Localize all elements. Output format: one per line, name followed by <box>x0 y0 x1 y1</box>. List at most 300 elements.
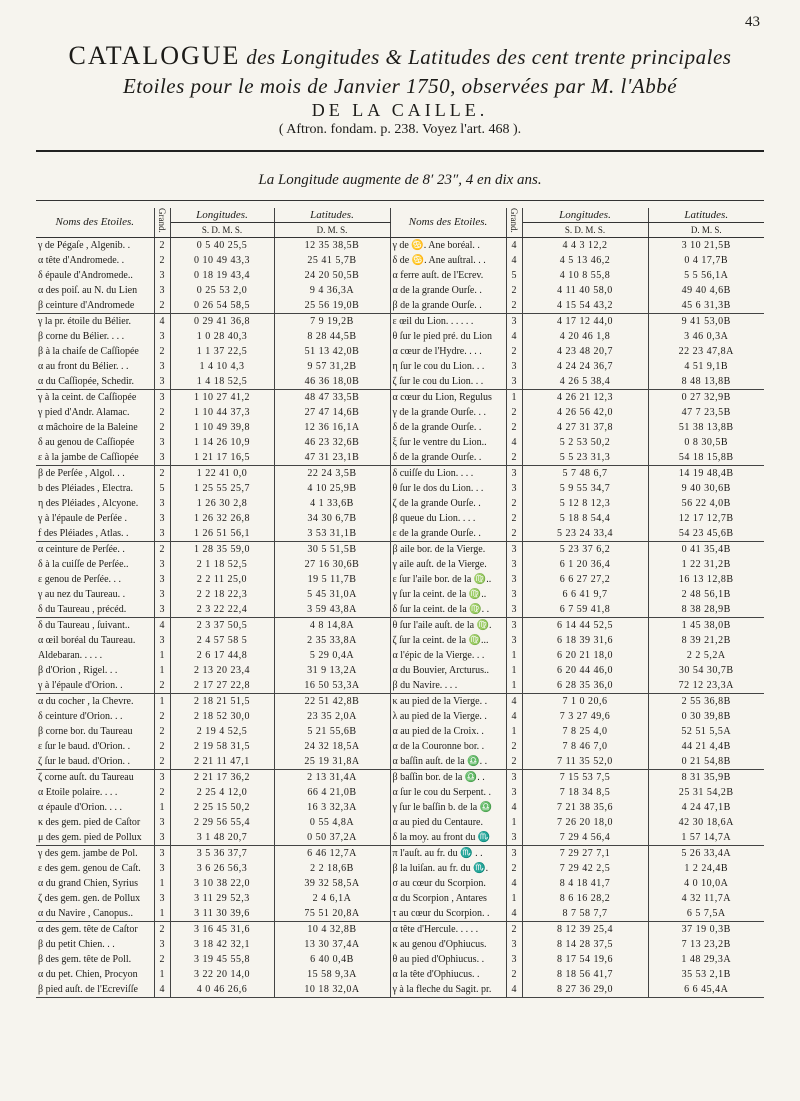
latitude-value: 0 30 39,8B <box>681 710 731 722</box>
star-name: λ au pied de la Vierge. . <box>390 709 506 724</box>
star-name: ε de la grande Ourſe. . <box>390 526 506 542</box>
longitude-header: Longitudes. <box>522 208 648 222</box>
latitude-value: 24 20 50,5B <box>274 268 390 283</box>
star-name: δ du Taureau , ſuivant.. <box>36 617 154 633</box>
latitude-value: 6 5 7,5A <box>648 906 764 922</box>
longitude-value: 4 0 46 26,6 <box>170 982 274 998</box>
star-name: ζ de la grande Ourſe. . <box>390 496 506 511</box>
magnitude: 2 <box>506 450 522 466</box>
table-row <box>36 693 764 709</box>
latitude-value: 10 4 32,8B <box>274 921 390 937</box>
star-name: α la tête d'Ophiucus. . <box>390 967 506 982</box>
latitude-value: 2 48 56,1B <box>681 588 731 600</box>
magnitude: 3 <box>506 785 522 800</box>
star-name: α au pied du Centaure. <box>390 815 506 830</box>
magnitude: 1 <box>506 389 522 405</box>
longitude-value: 1 25 55 25,7 <box>170 481 274 496</box>
star-name: α tête d'Andromede. . <box>36 253 154 268</box>
table-row <box>36 906 764 922</box>
star-name: δ ſur la ceint. de la ♍. . <box>390 602 506 618</box>
magnitude: 4 <box>506 982 522 998</box>
title-text-1: des Longitudes & Latitudes des cent trente principales <box>246 45 732 69</box>
longitude-value: 2 29 56 55,4 <box>170 815 274 830</box>
star-name: α du pet. Chien, Procyon <box>36 967 154 982</box>
star-name: ε œil du Lion. . . . . . <box>390 313 506 329</box>
title-text-2: Etoiles pour le mois de Janvier 1750, observées par M. l'Abbé <box>122 73 678 98</box>
longitude-value: 4 10 8 55,8 <box>522 268 648 283</box>
table-row <box>36 572 764 587</box>
latitude-value: 2 55 36,8B <box>681 695 731 707</box>
latitude-value: 2 2 18,6B <box>274 861 390 876</box>
longitude-value: 0 18 19 43,4 <box>170 268 274 283</box>
longitude-value: 0 29 41 36,8 <box>170 313 274 329</box>
latitude-value: 2 35 33,8A <box>274 633 390 648</box>
longitude-value: 8 14 28 37,5 <box>522 937 648 952</box>
magnitude: 2 <box>506 967 522 982</box>
longitude-value: 6 14 44 52,5 <box>522 617 648 633</box>
latitude-value: 9 41 53,0B <box>681 315 731 327</box>
table-row <box>36 374 764 390</box>
star-name: α du Navire , Canopus.. <box>36 906 154 922</box>
longitude-value: 5 18 8 54,4 <box>522 511 648 526</box>
latitude-header: Latitudes. <box>648 208 764 222</box>
longitude-value: 4 24 24 36,7 <box>522 359 648 374</box>
longitude-value: 3 19 45 55,8 <box>170 952 274 967</box>
latitude-value: 13 30 37,4A <box>274 937 390 952</box>
star-name: α épaule d'Orion. . . . <box>36 800 154 815</box>
longitude-value: 5 12 8 12,3 <box>522 496 648 511</box>
magnitude: 2 <box>506 739 522 754</box>
magnitude: 4 <box>154 313 170 329</box>
latitude-value: 2 4 6,1A <box>274 891 390 906</box>
latitude-value: 25 31 54,2B <box>678 786 734 798</box>
longitude-value: 6 7 59 41,8 <box>522 602 648 618</box>
magnitude: 2 <box>154 237 170 253</box>
latitude-value: 52 51 5,5A <box>681 725 732 737</box>
longitude-value: 7 11 35 52,0 <box>522 754 648 770</box>
divider <box>36 150 764 152</box>
subtitle: La Longitude augmente de 8′ 23″, 4 en dix ans. <box>258 172 542 188</box>
latitude-value: 3 10 21,5B <box>681 239 731 251</box>
star-name: β de Perſée , Algol. . . <box>36 465 154 481</box>
latitude-value: 22 23 47,8A <box>678 345 734 357</box>
page-title <box>40 40 760 121</box>
latitude-value: 24 32 18,5A <box>274 739 390 754</box>
latitude-value: 8 48 13,8B <box>648 374 764 390</box>
longitude-value: 4 26 56 42,0 <box>522 405 648 420</box>
magnitude: 3 <box>154 845 170 861</box>
star-name: Aldebaran. . . . . <box>36 648 154 663</box>
longitude-value: 4 26 5 38,4 <box>522 374 648 390</box>
longitude-value: 7 29 42 2,5 <box>522 861 648 876</box>
star-name: γ des gem. jambe de Pol. <box>36 845 154 861</box>
longitude-value: 5 5 23 31,3 <box>522 450 648 466</box>
star-name: γ pied d'Andr. Alamac. <box>36 405 154 420</box>
table-row <box>36 709 764 724</box>
star-name: γ de ♋. Ane boréal. . <box>390 237 506 253</box>
magnitude: 1 <box>154 906 170 922</box>
latitude-value: 75 51 20,8A <box>274 906 390 922</box>
magnitude: 3 <box>154 602 170 618</box>
star-name: α ſur le cou du Serpent. . <box>390 785 506 800</box>
table-row <box>36 815 764 830</box>
latitude-value: 3 59 43,8A <box>274 602 390 618</box>
longitude-value: 3 1 48 20,7 <box>170 830 274 846</box>
magnitude: 2 <box>154 952 170 967</box>
latitude-value: 3 53 31,1B <box>274 526 390 542</box>
longitude-value: 2 18 21 51,5 <box>170 693 274 709</box>
longitude-value: 1 22 41 0,0 <box>170 465 274 481</box>
magnitude: 2 <box>154 405 170 420</box>
star-name: π l'auſt. au fr. du ♏ . . <box>390 845 506 861</box>
longitude-value: 8 4 18 41,7 <box>522 876 648 891</box>
magnitude: 3 <box>506 587 522 602</box>
latitude-units: D. M. S. <box>274 222 390 237</box>
longitude-value: 8 6 16 28,2 <box>522 891 648 906</box>
names-header: Noms des Etoiles. <box>390 208 506 237</box>
longitude-value: 8 12 39 25,4 <box>522 921 648 937</box>
star-name: α ferre auſt. de l'Ecrev. <box>390 268 506 283</box>
star-name: τ au cœur du Scorpion. . <box>390 906 506 922</box>
latitude-value: 2 2 5,2A <box>686 649 726 661</box>
star-name: γ à la ceint. de Caſſiopée <box>36 389 154 405</box>
magnitude: 3 <box>154 557 170 572</box>
star-name: α de la grande Ourſe. . <box>390 283 506 298</box>
latitude-value: 31 9 13,2A <box>274 663 390 678</box>
magnitude: 4 <box>506 876 522 891</box>
longitude-value: 7 18 34 8,5 <box>522 785 648 800</box>
latitude-value: 15 58 9,3A <box>274 967 390 982</box>
longitude-value: 0 10 49 43,3 <box>170 253 274 268</box>
magnitude: 1 <box>154 876 170 891</box>
latitude-value: 35 53 2,1B <box>681 968 731 980</box>
star-name: δ la moy. au front du ♏ <box>390 830 506 846</box>
longitude-value: 3 11 30 39,6 <box>170 906 274 922</box>
magnitude: 1 <box>506 724 522 739</box>
magnitude: 2 <box>506 861 522 876</box>
magnitude: 3 <box>154 587 170 602</box>
table-row <box>36 283 764 298</box>
magnitude: 1 <box>506 678 522 694</box>
star-name: α des gem. tête de Caſtor <box>36 921 154 937</box>
magnitude: 3 <box>154 359 170 374</box>
magnitude: 3 <box>154 526 170 542</box>
latitude-value: 51 38 13,8B <box>678 421 734 433</box>
magnitude: 2 <box>154 678 170 694</box>
longitude-value: 6 28 35 36,0 <box>522 678 648 694</box>
magnitude: 3 <box>154 861 170 876</box>
longitude-value: 4 11 40 58,0 <box>522 283 648 298</box>
latitude-value: 12 17 12,7B <box>678 512 734 524</box>
longitude-value: 6 6 41 9,7 <box>522 587 648 602</box>
longitude-value: 1 28 35 59,0 <box>170 541 274 557</box>
star-name: α du Scorpion , Antares <box>390 891 506 906</box>
magnitude: 3 <box>506 617 522 633</box>
table-row <box>36 861 764 876</box>
magnitude: 2 <box>506 921 522 937</box>
title-line-1 <box>40 40 760 73</box>
star-name: κ des gem. pied de Caſtor <box>36 815 154 830</box>
longitude-value: 3 18 42 32,1 <box>170 937 274 952</box>
latitude-value: 6 6 45,4A <box>648 982 764 998</box>
table-row <box>36 481 764 496</box>
star-name: α œil boréal du Taureau. <box>36 633 154 648</box>
magnitude: 1 <box>506 891 522 906</box>
magnitude: 3 <box>506 359 522 374</box>
longitude-value: 7 8 25 4,0 <box>522 724 648 739</box>
table-row <box>36 724 764 739</box>
table-row <box>36 420 764 435</box>
table-row <box>36 830 764 846</box>
star-name: α des poiſ. au N. du Lien <box>36 283 154 298</box>
longitude-value: 8 17 54 19,6 <box>522 952 648 967</box>
latitude-value: 22 51 42,8B <box>274 693 390 709</box>
table-row <box>36 633 764 648</box>
latitude-value: 5 45 31,0A <box>274 587 390 602</box>
star-name: b des Pléiades , Electra. <box>36 481 154 496</box>
longitude-units: S. D. M. S. <box>522 222 648 237</box>
latitude-value: 49 40 4,6B <box>681 284 731 296</box>
magnitude: 2 <box>154 785 170 800</box>
longitude-value: 1 26 32 26,8 <box>170 511 274 526</box>
latitude-value: 4 32 11,7A <box>681 892 731 904</box>
longitude-value: 8 27 36 29,0 <box>522 982 648 998</box>
latitude-value: 5 26 33,4A <box>681 847 732 859</box>
magnitude: 2 <box>506 283 522 298</box>
longitude-value: 2 21 17 36,2 <box>170 769 274 785</box>
latitude-value: 0 50 37,2A <box>274 830 390 846</box>
latitude-value: 4 24 47,1B <box>681 801 731 813</box>
table-row <box>36 587 764 602</box>
star-name: ζ ſur le cou du Lion. . . <box>390 374 506 390</box>
star-name: α du grand Chien, Syrius <box>36 876 154 891</box>
longitude-value: 1 10 44 37,3 <box>170 405 274 420</box>
table-row <box>36 678 764 694</box>
longitude-value: 7 3 27 49,6 <box>522 709 648 724</box>
longitude-value: 1 4 18 52,5 <box>170 374 274 390</box>
latitude-value: 56 22 4,0B <box>681 497 731 509</box>
magnitude: 1 <box>154 693 170 709</box>
star-name: α du Bouvier, Arcturus.. <box>390 663 506 678</box>
magnitude: 5 <box>154 481 170 496</box>
latitude-value: 51 13 42,0B <box>274 344 390 359</box>
star-name: α du Caſſiopée, Schedir. <box>36 374 154 390</box>
magnitude: 3 <box>506 769 522 785</box>
latitude-value: 54 23 45,6B <box>648 526 764 542</box>
title-line-3: DE LA CAILLE. <box>311 99 489 120</box>
table-row <box>36 450 764 466</box>
latitude-value: 4 8 14,8A <box>274 617 390 633</box>
longitude-value: 1 21 17 16,5 <box>170 450 274 466</box>
magnitude: 1 <box>154 800 170 815</box>
star-name: ζ corne auſt. du Taureau <box>36 769 154 785</box>
star-name: β du petit Chien. . . <box>36 937 154 952</box>
longitude-value: 4 5 13 46,2 <box>522 253 648 268</box>
magnitude: 2 <box>154 344 170 359</box>
star-name: γ la pr. étoile du Bélier. <box>36 313 154 329</box>
table-row <box>36 435 764 450</box>
star-name: δ du Taureau , précéd. <box>36 602 154 618</box>
star-name: β à la chaiſe de Caſſiopée <box>36 344 154 359</box>
table-row <box>36 800 764 815</box>
star-name: δ de la grande Ourſe. . <box>390 450 506 466</box>
latitude-value: 0 21 54,8B <box>648 754 764 770</box>
longitude-value: 2 21 11 47,1 <box>170 754 274 770</box>
latitude-value: 0 41 35,4B <box>681 543 731 555</box>
longitude-value: 2 25 15 50,2 <box>170 800 274 815</box>
star-name: ε à la jambe de Caſſiopée <box>36 450 154 466</box>
longitude-value: 1 14 26 10,9 <box>170 435 274 450</box>
magnitude: 2 <box>154 420 170 435</box>
latitude-value: 42 30 18,6A <box>678 816 734 828</box>
table-row <box>36 511 764 526</box>
table-row <box>36 359 764 374</box>
star-name: α l'épic de la Vierge. . . <box>390 648 506 663</box>
latitude-value: 0 55 4,8A <box>274 815 390 830</box>
table-row <box>36 845 764 861</box>
latitude-value: 5 5 56,1A <box>684 269 729 281</box>
magnitude: 3 <box>154 769 170 785</box>
latitude-value: 7 9 19,2B <box>274 313 390 329</box>
longitude-value: 6 20 44 46,0 <box>522 663 648 678</box>
star-name: η ſur le cou du Lion. . . <box>390 359 506 374</box>
table-row <box>36 389 764 405</box>
table-row <box>36 937 764 952</box>
magnitude: 4 <box>154 982 170 998</box>
latitude-value: 39 32 58,5A <box>274 876 390 891</box>
magnitude: 4 <box>506 237 522 253</box>
latitude-value: 9 40 30,6B <box>681 482 731 494</box>
longitude-value: 2 19 58 31,5 <box>170 739 274 754</box>
magnitude: 2 <box>154 739 170 754</box>
latitude-value: 8 28 44,5B <box>274 329 390 344</box>
longitude-value: 6 6 27 27,2 <box>522 572 648 587</box>
magnitude: 3 <box>154 937 170 952</box>
table-row <box>36 541 764 557</box>
latitude-units: D. M. S. <box>648 222 764 237</box>
magnitude: 3 <box>506 572 522 587</box>
star-name: δ de ♋. Ane auſtral. . . <box>390 253 506 268</box>
latitude-value: 48 47 33,5B <box>274 389 390 405</box>
star-name: γ ſur la ceint. de la ♍.. <box>390 587 506 602</box>
longitude-units: S. D. M. S. <box>170 222 274 237</box>
latitude-value: 0 4 17,7B <box>684 254 729 266</box>
star-name: α ceinture de Perſée. . <box>36 541 154 557</box>
star-name: θ ſur le dos du Lion. . . <box>390 481 506 496</box>
longitude-value: 2 3 37 50,5 <box>170 617 274 633</box>
latitude-value: 9 57 31,2B <box>274 359 390 374</box>
magnitude: 4 <box>506 435 522 450</box>
latitude-value: 1 48 29,3A <box>681 953 732 965</box>
latitude-value: 16 3 32,3A <box>274 800 390 815</box>
star-name: δ de la grande Ourſe. . <box>390 420 506 435</box>
longitude-value: 6 20 21 18,0 <box>522 648 648 663</box>
magnitude: 2 <box>154 754 170 770</box>
table-row <box>36 769 764 785</box>
latitude-value: 6 46 12,7A <box>274 845 390 861</box>
magnitude: 2 <box>506 344 522 359</box>
latitude-value: 46 36 18,0B <box>274 374 390 390</box>
longitude-value: 2 25 4 12,0 <box>170 785 274 800</box>
latitude-value: 6 40 0,4B <box>274 952 390 967</box>
star-catalogue-table <box>36 208 764 998</box>
latitude-value: 14 19 48,4B <box>678 467 734 479</box>
table-row <box>36 313 764 329</box>
magnitude: 5 <box>506 268 522 283</box>
latitude-value: 27 16 30,6B <box>274 557 390 572</box>
star-name: θ ſur l'aile auſt. de la ♍. <box>390 617 506 633</box>
star-name: β des gem. tête de Poll. <box>36 952 154 967</box>
star-name: ε ſur le baud. d'Orion. . <box>36 739 154 754</box>
grandeur-header: Grand. <box>506 208 522 237</box>
latitude-header: Latitudes. <box>274 208 390 222</box>
magnitude: 1 <box>506 648 522 663</box>
star-name: δ au genou de Caſſiopée <box>36 435 154 450</box>
magnitude: 1 <box>154 967 170 982</box>
longitude-value: 3 10 38 22,0 <box>170 876 274 891</box>
magnitude: 4 <box>506 906 522 922</box>
magnitude: 3 <box>506 602 522 618</box>
latitude-value: 30 54 30,7B <box>678 664 734 676</box>
star-name: γ à l'épaule de Perſée . <box>36 511 154 526</box>
longitude-value: 2 3 22 22,4 <box>170 602 274 618</box>
table-row <box>36 496 764 511</box>
longitude-value: 0 26 54 58,5 <box>170 298 274 314</box>
longitude-value: 1 10 49 39,8 <box>170 420 274 435</box>
star-name: α cœur de l'Hydre. . . . <box>390 344 506 359</box>
table-row <box>36 329 764 344</box>
table-row <box>36 739 764 754</box>
star-name: β corne bor. du Taureau <box>36 724 154 739</box>
names-header: Noms des Etoiles. <box>36 208 154 237</box>
latitude-value: 22 24 3,5B <box>274 465 390 481</box>
magnitude: 2 <box>506 511 522 526</box>
star-name: κ au genou d'Ophiucus. <box>390 937 506 952</box>
table-row <box>36 754 764 770</box>
star-name: γ à la fleche du Sagit. pr. <box>390 982 506 998</box>
longitude-value: 2 6 17 44,8 <box>170 648 274 663</box>
magnitude: 2 <box>506 496 522 511</box>
grandeur-header: Grand. <box>154 208 170 237</box>
magnitude: 4 <box>506 253 522 268</box>
longitude-value: 5 23 24 33,4 <box>522 526 648 542</box>
star-name: α mâchoire de la Baleine <box>36 420 154 435</box>
table-row <box>36 785 764 800</box>
magnitude: 3 <box>506 465 522 481</box>
star-name: δ cuiſſe du Lion. . . . <box>390 465 506 481</box>
magnitude: 2 <box>154 541 170 557</box>
star-name: α Etoile polaire. . . . <box>36 785 154 800</box>
longitude-value: 8 7 58 7,7 <box>522 906 648 922</box>
magnitude: 3 <box>154 815 170 830</box>
star-name: δ à la cuiſſe de Perſée.. <box>36 557 154 572</box>
magnitude: 2 <box>154 253 170 268</box>
longitude-value: 8 18 56 41,7 <box>522 967 648 982</box>
star-name: ε genou de Perſée. . . <box>36 572 154 587</box>
magnitude: 3 <box>506 541 522 557</box>
latitude-value: 37 19 0,3B <box>681 923 731 935</box>
latitude-value: 1 45 38,0B <box>681 619 731 631</box>
magnitude: 4 <box>506 709 522 724</box>
star-name: γ à l'épaule d'Orion. . <box>36 678 154 694</box>
magnitude: 3 <box>506 937 522 952</box>
magnitude: 3 <box>506 952 522 967</box>
magnitude: 3 <box>154 511 170 526</box>
latitude-value: 1 2 24,4B <box>684 862 729 874</box>
longitude-value: 4 27 31 37,8 <box>522 420 648 435</box>
latitude-value: 66 4 21,0B <box>274 785 390 800</box>
magnitude: 2 <box>154 724 170 739</box>
